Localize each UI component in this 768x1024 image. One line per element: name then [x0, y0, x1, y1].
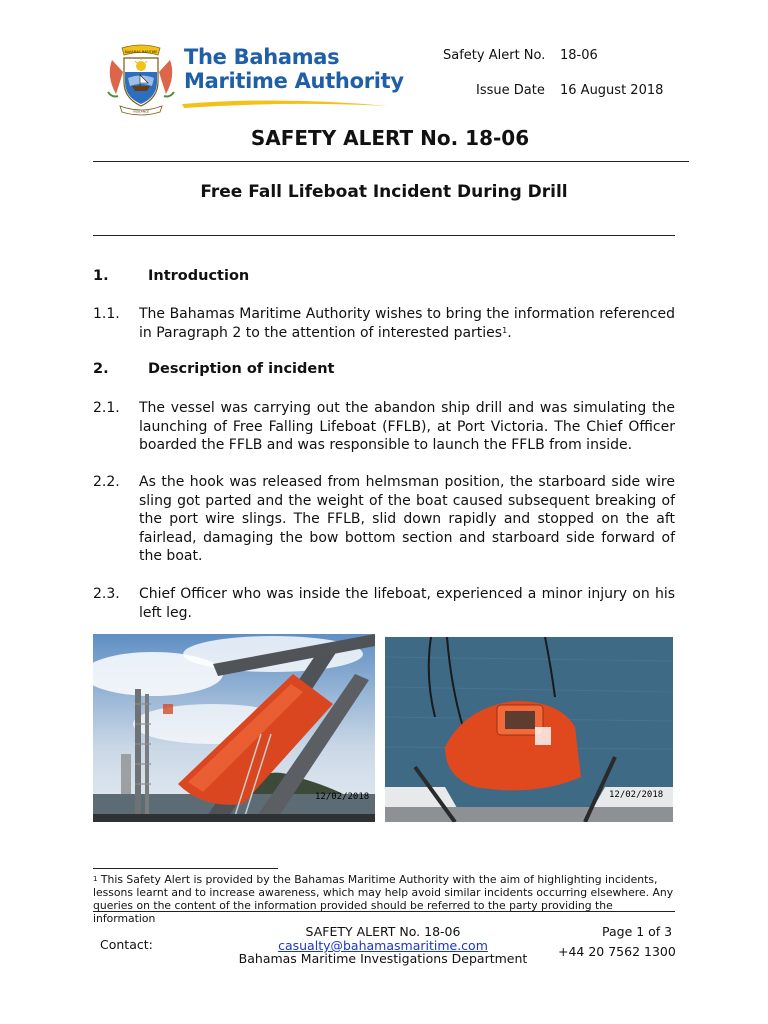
paragraph-2-3-text: Chief Officer who was inside the lifeboat, experienced a minor injury on his left leg.	[139, 586, 675, 621]
alert-number-label: Safety Alert No.	[443, 48, 546, 63]
page-title: SAFETY ALERT No. 18-06	[250, 126, 530, 150]
section-2-number: 2.	[93, 361, 109, 377]
paragraph-2-1-number: 2.1.	[93, 400, 120, 416]
footnote-reference: 1	[502, 325, 508, 335]
paragraph-2-1-text: The vessel was carrying out the abandon ship drill and was simulating the launching of Free Falling Lifeboat (FFLB), at Port Victoria. The Chief Officer boarded the FFLB and was responsible to launch the FFLB from inside.	[139, 400, 675, 454]
footer-department: Bahamas Maritime Investigations Department	[238, 951, 528, 966]
svg-text:BAHAMAS MARITIME: BAHAMAS MARITIME	[124, 50, 158, 54]
footer-contact-label: Contact:	[100, 937, 153, 952]
section-1-number: 1.	[93, 268, 109, 284]
paragraph-1-1-text: The Bahamas Maritime Authority wishes to bring the information referenced in Paragraph 2 to the attention of interested parties$^1$.	[139, 306, 675, 341]
title-divider	[93, 161, 689, 162]
footer-email-link[interactable]: casualty@bahamasmaritime.com	[278, 938, 488, 953]
footer-phone: +44 20 7562 1300	[558, 944, 676, 959]
brand-name-line1: The Bahamas	[184, 45, 340, 69]
photo-damaged-lifeboat-image	[385, 637, 673, 822]
subtitle-divider	[93, 235, 675, 236]
photo-lifeboat-on-davit-image	[93, 634, 375, 822]
paragraph-1-1-number: 1.1.	[93, 306, 120, 322]
section-1-heading: Introduction	[148, 268, 250, 284]
footnote-separator	[93, 868, 278, 869]
brand-swoosh-decoration	[180, 92, 390, 112]
footer-page-number: Page 1 of 3	[602, 924, 673, 939]
document-subtitle: Free Fall Lifeboat Incident During Drill	[200, 182, 568, 202]
paragraph-2-2-number: 2.2.	[93, 474, 120, 490]
footnote-text: $^1$ This Safety Alert is provided by the Bahamas Maritime Authority with the aim of highlighting incidents, lessons learnt and to increase awareness, which may help avoid similar incidents occurring elsewhere. Any queries on the content of the information provided should be referred to the party providing the information	[93, 873, 674, 925]
footer-alert-number: SAFETY ALERT No. 18-06	[305, 924, 461, 939]
alert-number-value: 18-06	[560, 48, 598, 63]
bahamas-maritime-crest-logo-icon	[102, 42, 180, 116]
svg-text:VIGILANCE: VIGILANCE	[132, 109, 150, 114]
photo-right-datestamp: 12/02/2018	[609, 790, 664, 800]
photo-left-datestamp: 12/02/2018	[315, 792, 370, 802]
photo-damaged-lifeboat	[385, 637, 673, 822]
photo-lifeboat-on-davit	[93, 634, 375, 822]
brand-name-line2: Maritime Authority	[184, 69, 404, 93]
footer-divider	[93, 911, 675, 912]
issue-date-label: Issue Date	[476, 83, 545, 98]
footnote-marker: 1	[93, 875, 98, 883]
paragraph-2-2-text: As the hook was released from helmsman position, the starboard side wire sling got parted and the weight of the boat caused subsequent breaking of the port wire slings. The FFLB, slid down rapidly and stopped on the aft fairlead, damaging the bow bottom section and starboard side forward of the boat.	[139, 474, 675, 565]
issue-date-value: 16 August 2018	[560, 83, 664, 98]
paragraph-2-3-number: 2.3.	[93, 586, 120, 602]
section-2-heading: Description of incident	[148, 361, 335, 377]
